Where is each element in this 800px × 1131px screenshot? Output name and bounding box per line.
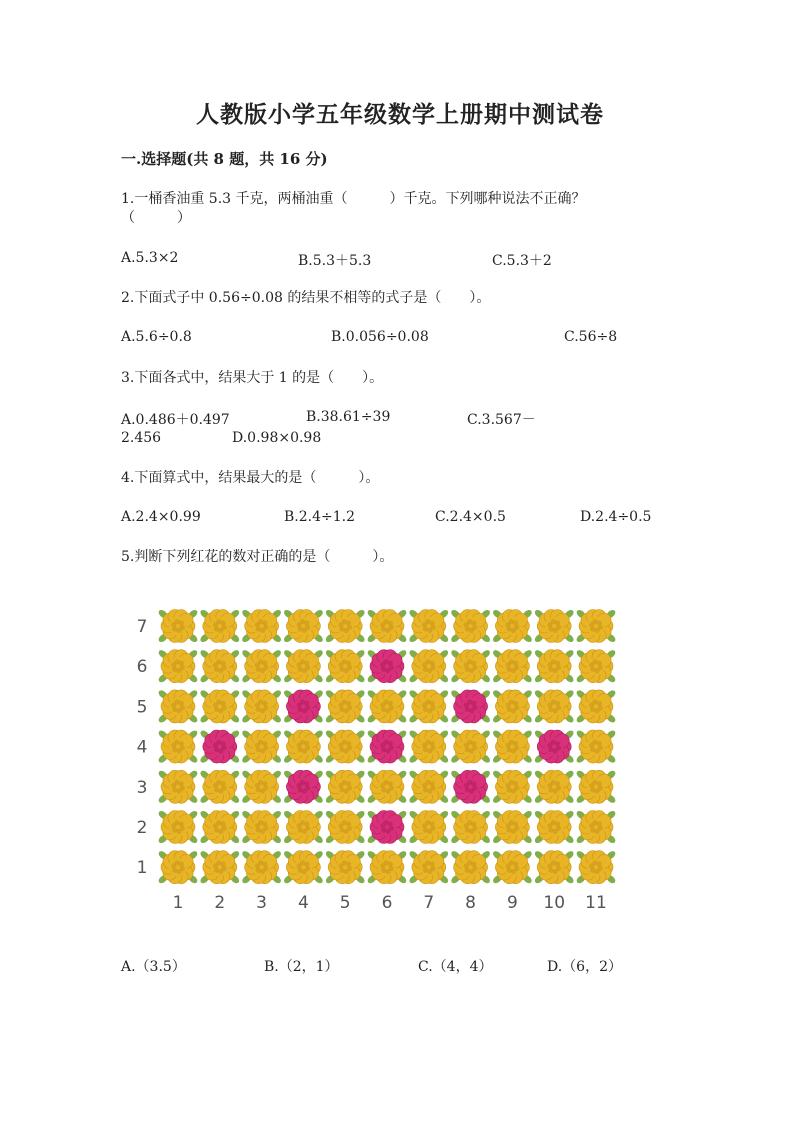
yellow-flower: [241, 689, 283, 724]
flower-grid-figure: [120, 596, 640, 926]
yellow-flower: [199, 769, 241, 804]
question-5-option-a: A.（3.5）: [121, 959, 186, 975]
yellow-flower: [157, 769, 199, 804]
red-flower: [199, 729, 241, 764]
column-label: 1: [172, 893, 184, 913]
question-4-option-b: B.2.4÷1.2: [284, 509, 355, 525]
yellow-flower: [324, 850, 366, 885]
red-flower: [366, 809, 408, 844]
yellow-flower: [241, 649, 283, 684]
yellow-flower: [408, 850, 450, 885]
yellow-flower: [283, 649, 325, 684]
yellow-flower: [157, 689, 199, 724]
question-3-option-b: B.38.61÷39: [306, 409, 391, 425]
column-label: 4: [297, 893, 309, 913]
question-4-option-d: D.2.4÷0.5: [580, 509, 652, 525]
yellow-flower: [492, 729, 534, 764]
yellow-flower: [157, 608, 199, 643]
yellow-flower: [575, 769, 617, 804]
column-label: 5: [339, 893, 351, 913]
question-5-option-d: D.（6，2）: [547, 959, 622, 975]
yellow-flower: [199, 689, 241, 724]
yellow-flower: [241, 769, 283, 804]
yellow-flower: [157, 809, 199, 844]
yellow-flower: [366, 689, 408, 724]
row-label: 1: [136, 858, 148, 879]
question-1-option-c: C.5.3＋2: [492, 253, 552, 269]
yellow-flower: [199, 850, 241, 885]
column-label: 7: [423, 893, 435, 913]
question-3-stem: 3.下面各式中，结果大于 1 的是（ ）。: [121, 370, 384, 386]
question-1-option-a: A.5.3×2: [121, 250, 179, 266]
row-label: 5: [136, 697, 148, 718]
question-3-option-c-cont: 2.456: [121, 430, 162, 446]
yellow-flower: [324, 769, 366, 804]
column-label: 6: [381, 893, 393, 913]
question-2-option-a: A.5.6÷0.8: [121, 329, 192, 345]
yellow-flower: [575, 689, 617, 724]
yellow-flower: [408, 729, 450, 764]
yellow-flower: [492, 809, 534, 844]
row-label: 3: [136, 777, 148, 798]
question-4-option-a: A.2.4×0.99: [121, 509, 201, 525]
yellow-flower: [283, 809, 325, 844]
yellow-flower: [199, 809, 241, 844]
yellow-flower: [533, 608, 575, 643]
yellow-flower: [492, 689, 534, 724]
section-heading: 一.选择题(共 8 题，共 16 分): [121, 150, 328, 168]
question-5-option-c: C.（4，4）: [418, 959, 493, 975]
yellow-flower: [492, 608, 534, 643]
yellow-flower: [450, 809, 492, 844]
yellow-flower: [199, 608, 241, 643]
yellow-flower: [241, 809, 283, 844]
yellow-flower: [533, 809, 575, 844]
yellow-flower: [241, 729, 283, 764]
yellow-flower: [492, 850, 534, 885]
yellow-flower: [157, 850, 199, 885]
yellow-flower: [575, 608, 617, 643]
yellow-flower: [241, 850, 283, 885]
yellow-flower: [283, 608, 325, 643]
flower-grid-svg: [120, 596, 640, 926]
yellow-flower: [450, 608, 492, 643]
yellow-flower: [157, 649, 199, 684]
yellow-flower: [450, 649, 492, 684]
page-title: 人教版小学五年级数学上册期中测试卷: [196, 101, 604, 128]
yellow-flower: [575, 649, 617, 684]
yellow-flower: [575, 729, 617, 764]
column-label: 11: [585, 893, 607, 913]
yellow-flower: [241, 608, 283, 643]
column-label: 2: [214, 893, 226, 913]
column-label: 3: [256, 893, 268, 913]
yellow-flower: [199, 649, 241, 684]
question-2-stem: 2.下面式子中 0.56÷0.08 的结果不相等的式子是（ ）。: [121, 290, 491, 306]
yellow-flower: [324, 689, 366, 724]
question-3-option-c: C.3.567－: [467, 412, 536, 428]
yellow-flower: [408, 689, 450, 724]
yellow-flower: [324, 608, 366, 643]
yellow-flower: [157, 729, 199, 764]
yellow-flower: [366, 769, 408, 804]
yellow-flower: [324, 649, 366, 684]
row-label: 2: [136, 818, 148, 838]
red-flower: [366, 729, 408, 764]
yellow-flower: [366, 850, 408, 885]
red-flower: [450, 689, 492, 724]
question-1-option-b: B.5.3＋5.3: [298, 253, 372, 269]
question-1-stem: 1.一桶香油重 5.3 千克，两桶油重（ ）千克。下列哪种说法不正确？: [121, 191, 586, 207]
row-label: 7: [136, 617, 148, 637]
yellow-flower: [283, 729, 325, 764]
yellow-flower: [575, 809, 617, 844]
yellow-flower: [408, 809, 450, 844]
yellow-flower: [575, 850, 617, 885]
yellow-flower: [533, 649, 575, 684]
question-2-option-c: C.56÷8: [564, 329, 618, 345]
yellow-flower: [324, 729, 366, 764]
red-flower: [450, 769, 492, 804]
yellow-flower: [450, 850, 492, 885]
question-1-stem-cont: （ ）: [121, 210, 191, 226]
question-2-option-b: B.0.056÷0.08: [331, 329, 429, 345]
yellow-flower: [408, 649, 450, 684]
yellow-flower: [533, 850, 575, 885]
red-flower: [366, 649, 408, 684]
red-flower: [533, 729, 575, 764]
question-5-option-b: B.（2，1）: [264, 959, 339, 975]
column-label: 10: [543, 893, 566, 913]
yellow-flower: [408, 608, 450, 643]
yellow-flower: [450, 729, 492, 764]
row-label: 6: [136, 657, 148, 678]
question-5-stem: 5.判断下列红花的数对正确的是（ ）。: [121, 549, 394, 565]
column-label: 9: [506, 893, 518, 913]
question-3-option-d: D.0.98×0.98: [232, 430, 322, 446]
yellow-flower: [324, 809, 366, 844]
yellow-flower: [492, 769, 534, 804]
yellow-flower: [533, 689, 575, 724]
question-4-option-c: C.2.4×0.5: [435, 509, 506, 525]
column-label: 8: [465, 893, 477, 913]
yellow-flower: [408, 769, 450, 804]
yellow-flower: [366, 608, 408, 643]
row-label: 4: [136, 737, 148, 758]
yellow-flower: [492, 649, 534, 684]
red-flower: [283, 689, 325, 724]
yellow-flower: [283, 850, 325, 885]
red-flower: [283, 769, 325, 804]
yellow-flower: [533, 769, 575, 804]
question-4-stem: 4.下面算式中，结果最大的是（ ）。: [121, 470, 380, 486]
question-3-option-a: A.0.486＋0.497: [121, 412, 230, 428]
